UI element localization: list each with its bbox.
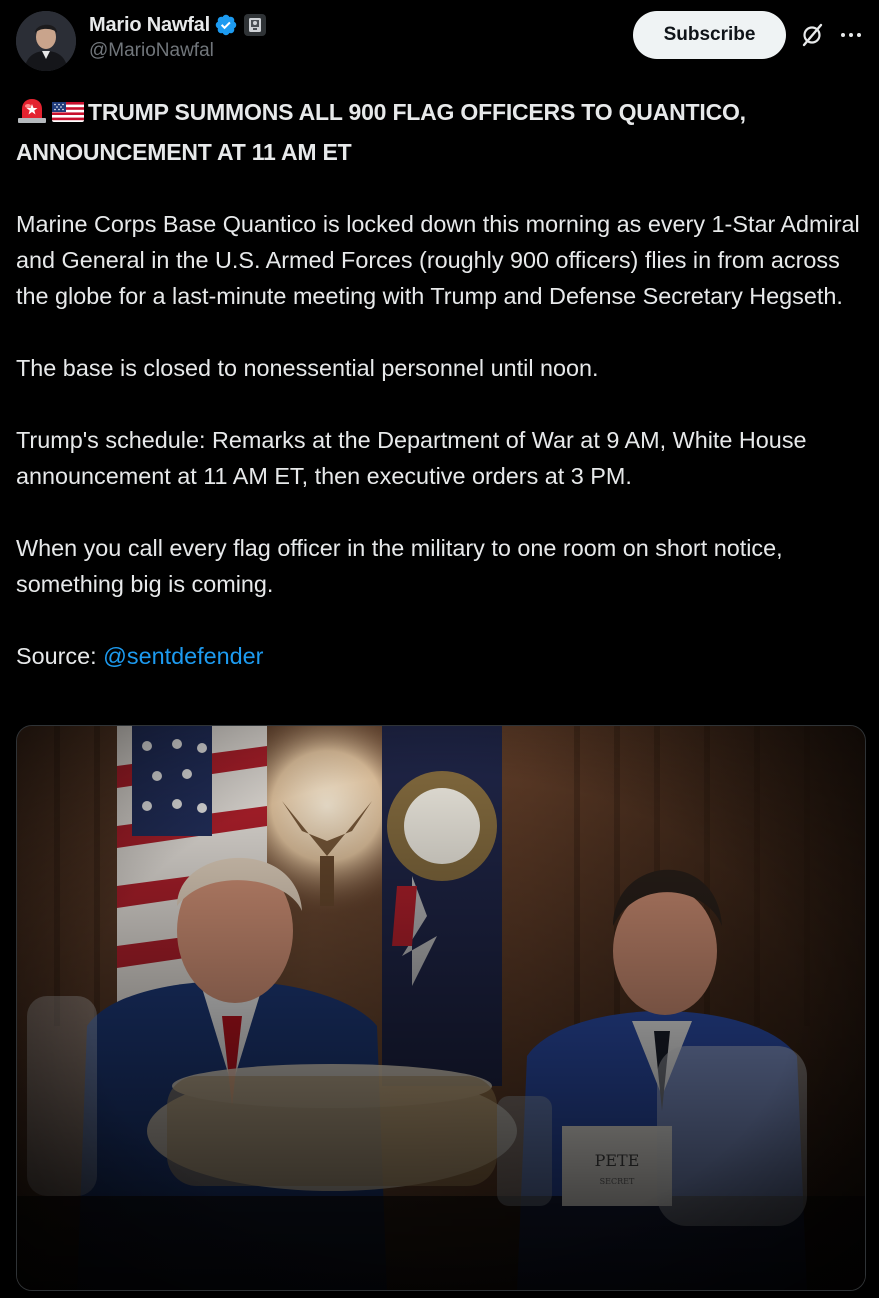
post-paragraph-3: Trump's schedule: Remarks at the Department of War at 9 AM, White House announcement at 11 AM ET, then executive orders at 3 PM. <box>16 427 807 489</box>
post-paragraph-2: The base is closed to nonessential personnel until noon. <box>16 355 599 381</box>
avatar[interactable] <box>16 11 76 71</box>
user-handle[interactable]: @MarioNawfal <box>89 40 214 61</box>
post-media-photo[interactable] <box>16 725 866 1291</box>
subscribe-button[interactable]: Subscribe <box>633 11 786 59</box>
more-icon[interactable] <box>838 22 864 48</box>
display-name[interactable]: Mario Nawfal <box>89 13 210 36</box>
verified-badge-icon <box>214 13 238 37</box>
headline-line-2: ANNOUNCEMENT AT 11 AM ET <box>16 139 352 165</box>
headline-line-1: TRUMP SUMMONS ALL 900 FLAG OFFICERS TO QUANTICO, <box>88 99 746 125</box>
source-label: Source: <box>16 643 97 669</box>
post-header <box>0 0 879 86</box>
post-headline <box>16 94 866 170</box>
grok-icon[interactable] <box>799 22 825 48</box>
source-mention-link[interactable]: @sentdefender <box>103 643 264 669</box>
rotating-light-emoji <box>16 96 48 134</box>
us-flag-emoji <box>52 98 84 134</box>
name-row <box>89 11 266 39</box>
post-source <box>16 638 866 674</box>
post-paragraph-4: When you call every flag officer in the military to one room on short notice, something big is coming. <box>16 535 783 597</box>
affiliate-badge-icon[interactable] <box>244 14 266 36</box>
user-block <box>89 11 266 62</box>
post-paragraph-1: Marine Corps Base Quantico is locked down this morning as every 1-Star Admiral and General in the U.S. Armed Forces (roughly 900 officers) flies in from across the globe for a last-minute meeting with Trump and Defense Secretary Hegseth. <box>16 211 860 309</box>
post-text <box>16 94 866 674</box>
